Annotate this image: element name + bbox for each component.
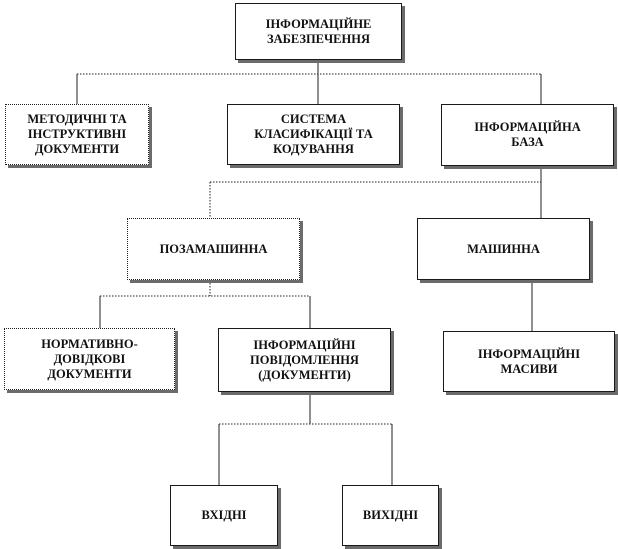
node-input (170, 485, 278, 546)
node-methodical-documents (5, 104, 149, 165)
node-classification-system (227, 104, 400, 165)
node-off-machine (127, 218, 300, 280)
node-information-base (441, 104, 614, 166)
node-off-machine-label: ПОЗАМАШИННА (159, 241, 268, 256)
node-output-label: ВИХІДНІ (362, 508, 419, 522)
node-input-label: ВХІДНІ (201, 508, 247, 522)
node-information-messages-label: ІНФОРМАЦІЙНІ ПОВІДОМЛЕННЯ (ДОКУМЕНТИ) (250, 337, 359, 382)
node-normative-documents (4, 328, 175, 390)
node-information-arrays (443, 331, 615, 392)
node-information-base-label: ІНФОРМАЦІЙНА БАЗА (474, 120, 581, 149)
node-normative-documents-label: НОРМАТИВНО- ДОВІДКОВІ ДОКУМЕНТИ (41, 336, 138, 381)
node-information-support (235, 3, 402, 60)
node-methodical-documents-label: МЕТОДИЧНІ ТА ІНСТРУКТИВНІ ДОКУМЕНТИ (27, 112, 127, 156)
node-machine (417, 218, 590, 280)
node-information-arrays-label: ІНФОРМАЦІЙНІ МАСИВИ (477, 346, 581, 376)
node-information-messages (218, 328, 391, 392)
node-machine-label: МАШИННА (467, 241, 540, 256)
node-classification-system-label: СИСТЕМА КЛАСИФІКАЦІЇ ТА КОДУВАННЯ (254, 112, 373, 156)
node-output (342, 485, 439, 546)
node-information-support-label: ІНФОРМАЦІЙНЕ ЗАБЕЗПЕЧЕННЯ (265, 16, 372, 46)
